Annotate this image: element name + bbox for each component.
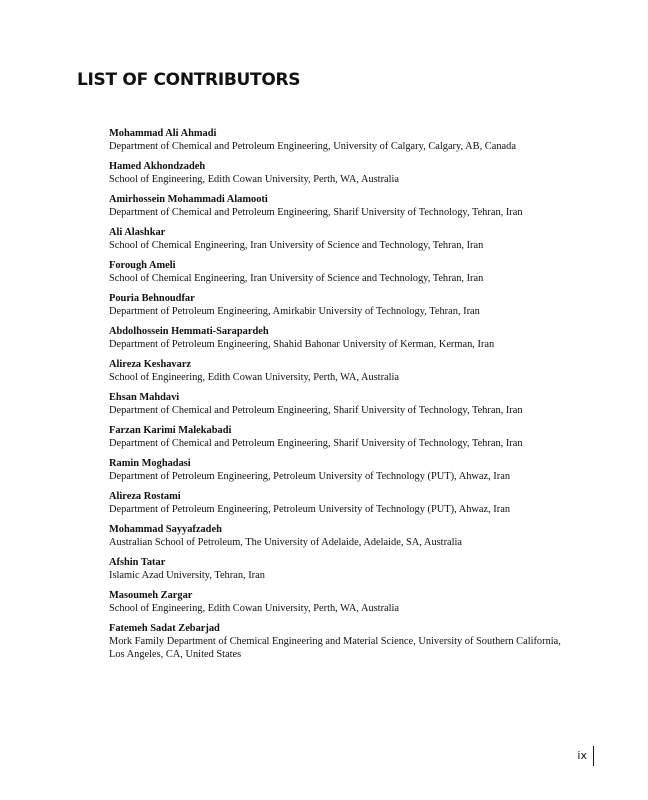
contributor-name: Ramin Moghadasi [109, 458, 191, 469]
list-item [109, 391, 579, 417]
contributor-affiliation: Mork Family Department of Chemical Engineering and Material Science, University of Southern California, Los Angeles, CA, United States [109, 636, 561, 661]
contributor-affiliation: Department of Chemical and Petroleum Engineering, University of Calgary, Calgary, AB, Canada [109, 141, 516, 153]
contributor-name: Mohammad Ali Ahmadi [109, 128, 217, 139]
contributor-affiliation: School of Chemical Engineering, Iran University of Science and Technology, Tehran, Iran [109, 240, 484, 252]
contributor-name: Ali Alashkar [109, 227, 166, 238]
contributor-affiliation: Department of Petroleum Engineering, Petroleum University of Technology (PUT), Ahwaz, Iran [109, 504, 511, 516]
page-number: ix [577, 746, 594, 766]
contributor-affiliation: School of Engineering, Edith Cowan University, Perth, WA, Australia [109, 372, 400, 384]
contributor-name: Alireza Rostami [109, 491, 181, 502]
contributor-name: Masoumeh Zargar [109, 590, 193, 601]
list-item [109, 556, 579, 582]
contributor-name: Fatemeh Sadat Zebarjad [109, 623, 220, 634]
contributor-affiliation: Department of Petroleum Engineering, Shahid Bahonar University of Kerman, Kerman, Iran [109, 339, 495, 351]
list-item [109, 358, 579, 384]
list-item [109, 259, 579, 285]
contributor-affiliation: Department of Petroleum Engineering, Petroleum University of Technology (PUT), Ahwaz, Iran [109, 471, 511, 483]
contributor-affiliation: Department of Chemical and Petroleum Engineering, Sharif University of Technology, Tehran, Iran [109, 438, 523, 450]
list-item [109, 325, 579, 351]
contributor-affiliation: Islamic Azad University, Tehran, Iran [109, 570, 265, 582]
contributor-name: Mohammad Sayyafzadeh [109, 524, 222, 535]
contributor-name: Pouria Behnoudfar [109, 293, 195, 304]
contributor-name: Farzan Karimi Malekabadi [109, 425, 232, 436]
page-title: LIST OF CONTRIBUTORS [77, 70, 301, 90]
list-item [109, 127, 579, 153]
contributor-affiliation: School of Engineering, Edith Cowan University, Perth, WA, Australia [109, 174, 400, 186]
contributor-affiliation: School of Engineering, Edith Cowan University, Perth, WA, Australia [109, 603, 400, 615]
list-item [109, 490, 579, 516]
contributor-name: Hamed Akhondzadeh [109, 161, 206, 172]
list-item [109, 424, 579, 450]
list-item [109, 226, 579, 252]
list-item [109, 292, 579, 318]
contributor-name: Alireza Keshavarz [109, 359, 192, 370]
contributor-name: Ehsan Mahdavi [109, 392, 180, 403]
list-item [109, 193, 579, 219]
contributor-name: Abdolhossein Hemmati-Sarapardeh [109, 326, 269, 337]
list-item [109, 589, 579, 615]
contributor-affiliation: Department of Petroleum Engineering, Amirkabir University of Technology, Tehran, Iran [109, 306, 480, 318]
list-item [109, 622, 579, 662]
list-item [109, 523, 579, 549]
contributor-affiliation: Department of Chemical and Petroleum Engineering, Sharif University of Technology, Tehran, Iran [109, 207, 523, 219]
list-item [109, 457, 579, 483]
contributor-affiliation: Department of Chemical and Petroleum Engineering, Sharif University of Technology, Tehran, Iran [109, 405, 523, 417]
contributor-name: Afshin Tatar [109, 557, 166, 568]
contributor-list [109, 127, 579, 668]
contributor-name: Forough Ameli [109, 260, 176, 271]
contributor-name: Amirhossein Mohammadi Alamooti [109, 194, 268, 205]
contributor-affiliation: School of Chemical Engineering, Iran University of Science and Technology, Tehran, Iran [109, 273, 484, 285]
list-item [109, 160, 579, 186]
contributor-affiliation: Australian School of Petroleum, The University of Adelaide, Adelaide, SA, Australia [109, 537, 463, 549]
